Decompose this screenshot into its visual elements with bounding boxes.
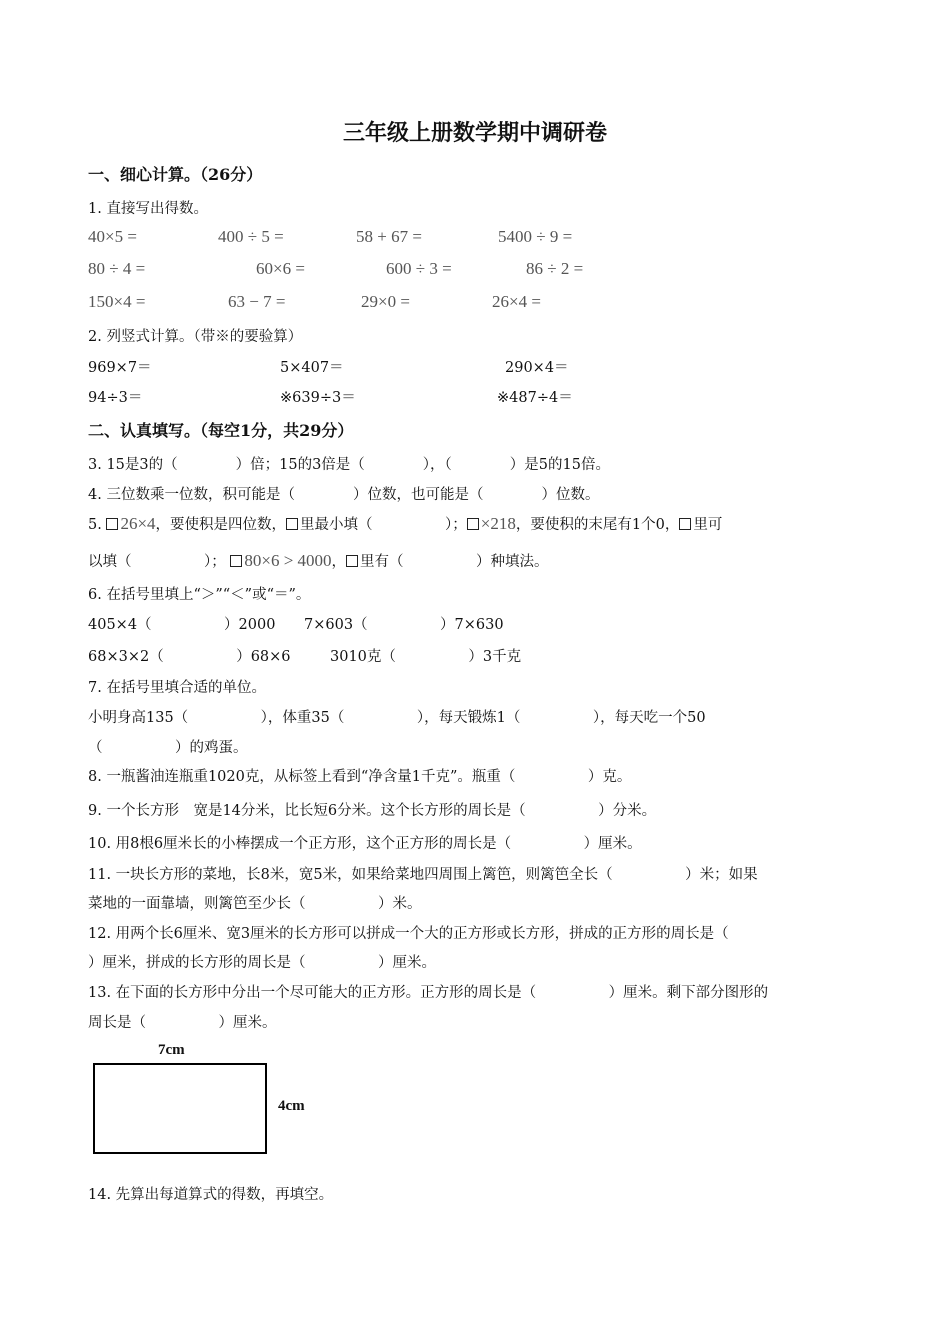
q1-expr: 63 − 7 = xyxy=(228,292,286,311)
q13-line1: 13. 在下面的长方形中分出一个尽可能大的正方形。正方形的周长是（ ）厘米。剩下部分图形的 xyxy=(88,985,769,1001)
q1-expr: 26×4 = xyxy=(492,292,541,311)
q5-expr-c: 80×6 > 4000 xyxy=(244,551,332,570)
q2-expr: ※639÷3＝ xyxy=(280,390,356,406)
q6-item: 3010克（ ）3千克 xyxy=(330,649,522,665)
q1-expr: 29×0 = xyxy=(361,292,410,311)
q1-expr: 400 ÷ 5 = xyxy=(218,227,284,246)
section-2-heading: 二、认真填写。（每空1分，共29分） xyxy=(88,421,354,440)
square-box-icon xyxy=(106,518,118,530)
square-box-icon xyxy=(346,555,358,567)
q1-expr: 80 ÷ 4 = xyxy=(88,259,146,278)
rect-width-label: 7cm xyxy=(158,1042,185,1058)
q6-item: 405×4（ ）2000 xyxy=(88,617,276,633)
q5-text: 里有（ ）种填法。 xyxy=(360,554,549,570)
q5-line1 xyxy=(88,513,722,534)
q5-text: 里最小填（ ）； xyxy=(300,517,467,533)
q2-expr: 290×4＝ xyxy=(505,360,569,376)
q13-line2: 周长是（ ）厘米。 xyxy=(88,1015,277,1031)
q11-line1: 11. 一块长方形的菜地，长8米，宽5米，如果给菜地四周围上篱笆，则篱笆全长（ ）米；如果 xyxy=(88,867,758,883)
q2-label: 2. 列竖式计算。（带※的要验算） xyxy=(88,329,303,345)
rectangle-figure xyxy=(93,1063,267,1154)
q2-expr: 94÷3＝ xyxy=(88,390,143,406)
q1-expr: 600 ÷ 3 = xyxy=(386,259,452,278)
q1-expr: 150×4 = xyxy=(88,292,146,311)
q12-line1: 12. 用两个长6厘米、宽3厘米的长方形可以拼成一个大的正方形或长方形，拼成的正方形的周长是（ xyxy=(88,926,729,942)
q14-text: 14. 先算出每道算式的得数，再填空。 xyxy=(88,1187,334,1203)
q5-text: ，要使积的末尾有1个0， xyxy=(515,517,680,533)
q8-text: 8. 一瓶酱油连瓶重1020克，从标签上看到“净含量1千克”。瓶重（ ）克。 xyxy=(88,769,632,785)
q1-expr: 86 ÷ 2 = xyxy=(526,259,584,278)
q1-label: 1. 直接写出得数。 xyxy=(88,201,208,217)
q9-text: 9. 一个长方形 宽是14分米，比长短6分米。这个长方形的周长是（ ）分米。 xyxy=(88,803,657,819)
q1-expr: 60×6 = xyxy=(256,259,305,278)
q5-expr-b: ×218 xyxy=(480,514,516,533)
q4-text: 4. 三位数乘一位数，积可能是（ ）位数，也可能是（ ）位数。 xyxy=(88,487,600,503)
q2-expr: 969×7＝ xyxy=(88,360,152,376)
q2-expr: 5×407＝ xyxy=(280,360,344,376)
q5-expr-a: 26×4 xyxy=(120,514,156,533)
q3-text: 3. 15是3的（ ）倍；15的3倍是（ ），（ ）是5的15倍。 xyxy=(88,457,610,473)
q1-expr: 40×5 = xyxy=(88,227,137,246)
q11-line2: 菜地的一面靠墙，则篱笆至少长（ ）米。 xyxy=(88,896,422,912)
q10-text: 10. 用8根6厘米长的小棒摆成一个正方形，这个正方形的周长是（ ）厘米。 xyxy=(88,836,642,852)
rect-height-label: 4cm xyxy=(278,1098,305,1114)
square-box-icon xyxy=(230,555,242,567)
q2-expr: ※487÷4＝ xyxy=(497,390,573,406)
q5-text: ，要使积是四位数， xyxy=(155,517,287,533)
q6-item: 68×3×2（ ）68×6 xyxy=(88,649,291,665)
q5-text: ， xyxy=(331,554,347,570)
square-box-icon xyxy=(467,518,479,530)
square-box-icon xyxy=(286,518,298,530)
q5-text: 里可 xyxy=(693,517,723,533)
page-title: 三年级上册数学期中调研卷 xyxy=(342,120,607,146)
q12-line2: ）厘米，拼成的长方形的周长是（ ）厘米。 xyxy=(88,955,436,971)
q7-label: 7. 在括号里填合适的单位。 xyxy=(88,680,266,696)
section-1-heading: 一、细心计算。（26分） xyxy=(88,165,263,184)
q6-label: 6. 在括号里填上“＞”“＜”或“＝”。 xyxy=(88,587,311,603)
square-box-icon xyxy=(679,518,691,530)
q1-expr: 5400 ÷ 9 = xyxy=(498,227,573,246)
q7-line1: 小明身高135（ ），体重35（ ），每天锻炼1（ ），每天吃一个50 xyxy=(88,710,706,726)
q5-text: 以填（ ）； xyxy=(88,554,226,570)
q5-number: 5. xyxy=(88,517,102,533)
q7-line2: （ ）的鸡蛋。 xyxy=(88,740,248,756)
q1-expr: 58 + 67 = xyxy=(356,227,422,246)
q6-item: 7×603（ ）7×630 xyxy=(304,617,504,633)
q5-line2 xyxy=(88,550,549,571)
